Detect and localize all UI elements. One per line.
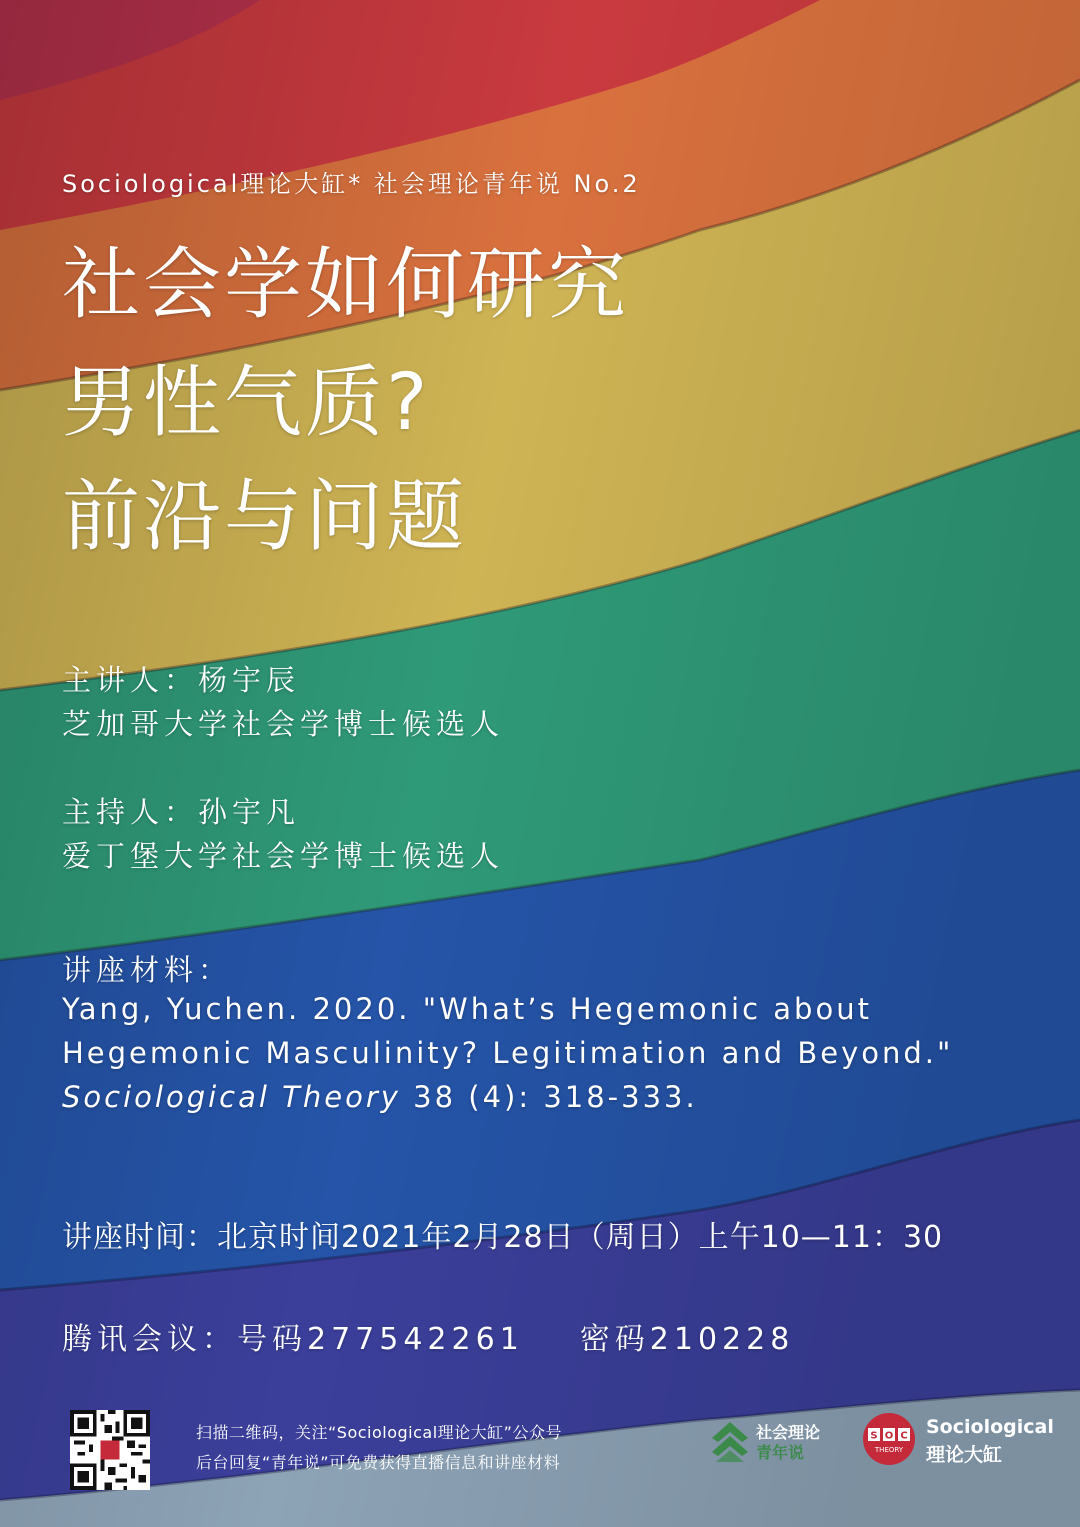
scan-instructions bbox=[196, 1418, 562, 1478]
meeting-password: 密码210228 bbox=[579, 1322, 795, 1357]
soc-theory-logo bbox=[862, 1410, 1062, 1470]
qr-code[interactable] bbox=[70, 1410, 150, 1490]
chevron-up-logo-icon bbox=[710, 1420, 750, 1464]
scan-line-1: 扫描二维码，关注“Sociological理论大缸”公众号 bbox=[196, 1423, 562, 1442]
materials-label: 讲座材料： bbox=[62, 953, 233, 987]
reference-line-1: Yang, Yuchen. 2020. "What’s Hegemonic about bbox=[62, 992, 872, 1026]
youth-talk-logo bbox=[710, 1418, 840, 1468]
soc-letter-c: C bbox=[900, 1430, 908, 1442]
reference-line-3 bbox=[62, 1080, 698, 1114]
soc-logo-name-2: 理论大缸 bbox=[926, 1444, 1003, 1466]
title-line-3: 前沿与问题 bbox=[62, 472, 468, 562]
host-label: 主持人：孙宇凡 bbox=[62, 795, 301, 829]
journal-name: Sociological Theory bbox=[62, 1080, 401, 1114]
seal-theory-word: THEORY bbox=[874, 1446, 904, 1454]
series-heading: Sociological理论大缸* 社会理论青年说 No.2 bbox=[62, 170, 641, 198]
host-affiliation: 爱丁堡大学社会学博士候选人 bbox=[62, 839, 505, 873]
qr-code-icon bbox=[70, 1410, 150, 1490]
title-line-2: 男性气质? bbox=[62, 358, 431, 448]
title-line-1: 社会学如何研究 bbox=[62, 240, 630, 330]
citation-details: 38 (4): 318-333. bbox=[400, 1080, 698, 1114]
soc-letter-o: O bbox=[884, 1430, 894, 1442]
reference-line-2: Hegemonic Masculinity? Legitimation and Beyond." bbox=[62, 1036, 954, 1070]
speaker-affiliation: 芝加哥大学社会学博士候选人 bbox=[62, 707, 505, 741]
speaker-label: 主讲人：杨宇辰 bbox=[62, 663, 301, 697]
meeting-info bbox=[62, 1314, 794, 1358]
soc-theory-seal-icon bbox=[862, 1412, 916, 1466]
meeting-number: 腾讯会议：号码277542261 bbox=[62, 1322, 524, 1357]
youth-logo-line-1: 社会理论 bbox=[756, 1423, 821, 1442]
lecture-time: 讲座时间：北京时间2021年2月28日（周日）上午10—11：30 bbox=[62, 1220, 944, 1255]
scan-line-2: 后台回复“青年说”可免费获得直播信息和讲座材料 bbox=[196, 1453, 561, 1472]
soc-letter-s: S bbox=[870, 1430, 878, 1442]
youth-logo-line-2: 青年说 bbox=[756, 1443, 805, 1462]
soc-logo-name-1: Sociological bbox=[926, 1416, 1054, 1438]
